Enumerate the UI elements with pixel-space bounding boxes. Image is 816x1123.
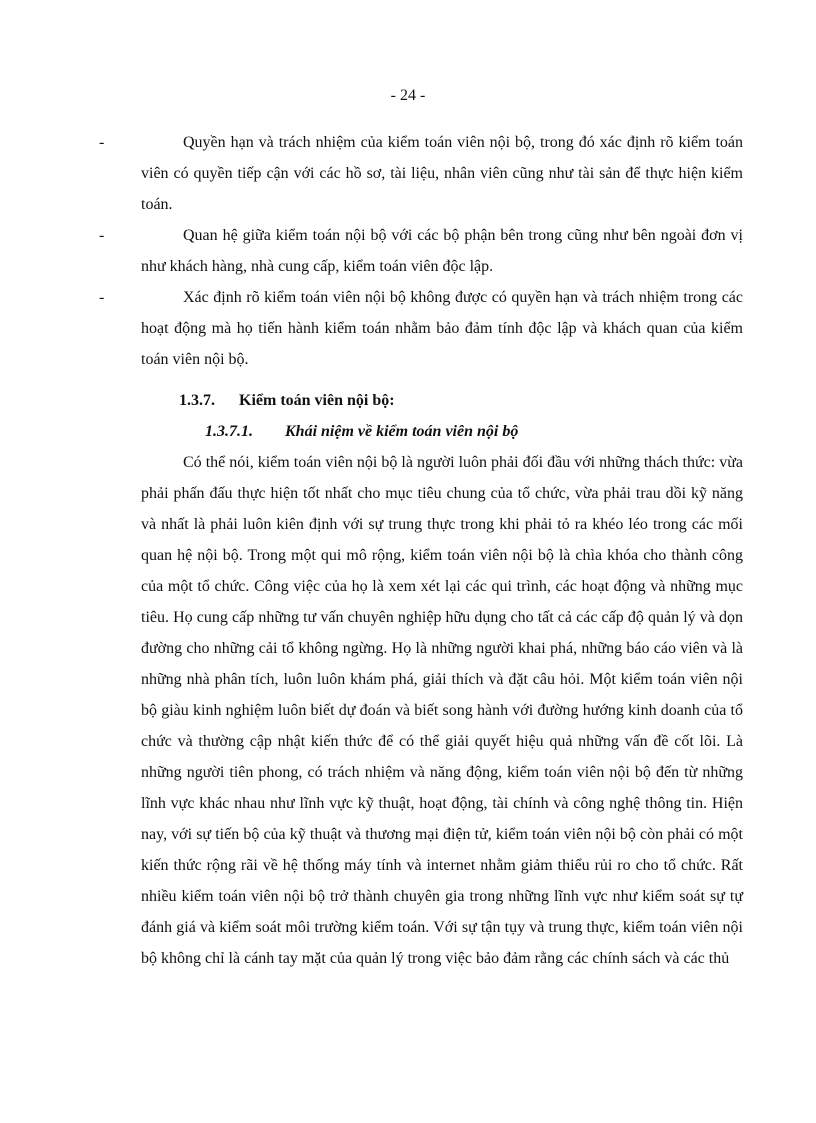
subsection-number: 1.3.7.1. [205,423,253,440]
bullet-text: Quyền hạn và trách nhiệm của kiểm toán viên nội bộ, trong đó xác định rõ kiểm toán viên có quyền tiếp cận với các hồ sơ, tài liệu, nhân viên cũng như tài sản để thực hiện kiểm toán. [141,134,743,213]
body-paragraph: Có thể nói, kiểm toán viên nội bộ là người luôn phải đối đầu với những thách thức: vừa phải phấn đấu thực hiện tốt nhất cho mục tiêu chung của tổ chức, vừa phải trau dồi kỹ năng và nhất là phải luôn kiên định với sự trung thực trong khi phải tỏ ra khéo léo trong các mối quan hệ nội bộ. Trong một qui mô rộng, kiểm toán viên nội bộ là chìa khóa cho thành công của một tổ chức. Công việc của họ là xem xét lại các qui trình, các hoạt động và những mục tiêu. Họ cung cấp những tư vấn chuyên nghiệp hữu dụng cho tất cả các cấp độ quản lý và dọn đường cho những cải tổ không ngừng. Họ là những người khai phá, những báo cáo viên và là những nhà phân tích, luôn luôn khám phá, giải thích và đặt câu hỏi. Một kiểm toán viên nội bộ giàu kinh nghiệm luôn biết dự đoán và biết song hành với đường hướng kinh doanh của tổ chức và thường cập nhật kiến thức để có thể giải quyết hiệu quả những vấn đề cốt lõi. Là những người tiên phong, có trách nhiệm và năng động, kiểm toán viên nội bộ đến từ những lĩnh vực khác nhau như lĩnh vực kỹ thuật, hoạt động, tài chính và công nghệ thông tin. Hiện nay, với sự tiến bộ của kỹ thuật và thương mại điện tử, kiểm toán viên nội bộ còn phải có một kiến thức rộng rãi về hệ thống máy tính và internet nhằm giảm thiểu rủi ro cho tổ chức. Rất nhiều kiểm toán viên nội bộ trở thành chuyên gia trong những lĩnh vực như kiểm soát sự tự đánh giá và kiểm soát môi trường kiểm toán. Với sự tận tụy và trung thực, kiểm toán viên nội bộ không chỉ là cánh tay mặt của quản lý trong việc bảo đảm rằng các chính sách và các thủ [141,454,743,967]
section-number: 1.3.7. [179,392,215,409]
bullet-text: Quan hệ giữa kiểm toán nội bộ với các bộ phận bên trong cũng như bên ngoài đơn vị như khách hàng, nhà cung cấp, kiểm toán viên độc lập. [141,227,743,275]
bullet-text: Xác định rõ kiểm toán viên nội bộ không được có quyền hạn và trách nhiệm trong các hoạt động mà họ tiến hành kiểm toán nhằm bảo đảm tính độc lập và khách quan của kiểm toán viên nội bộ. [141,289,743,368]
bullet-marker: - [99,134,105,151]
bullet-item-relations [99,220,743,282]
bullet-item-independence [99,282,743,375]
subsection-heading [205,416,743,447]
bullet-marker: - [99,227,105,244]
bullet-marker: - [99,289,105,306]
document-body [99,127,743,974]
subsection-title: Khái niệm về kiểm toán viên nội bộ [285,423,519,440]
bullet-item-authority [99,127,743,220]
section-title: Kiểm toán viên nội bộ: [239,392,395,409]
page-number: - 24 - [390,87,426,104]
section-heading [179,385,743,416]
